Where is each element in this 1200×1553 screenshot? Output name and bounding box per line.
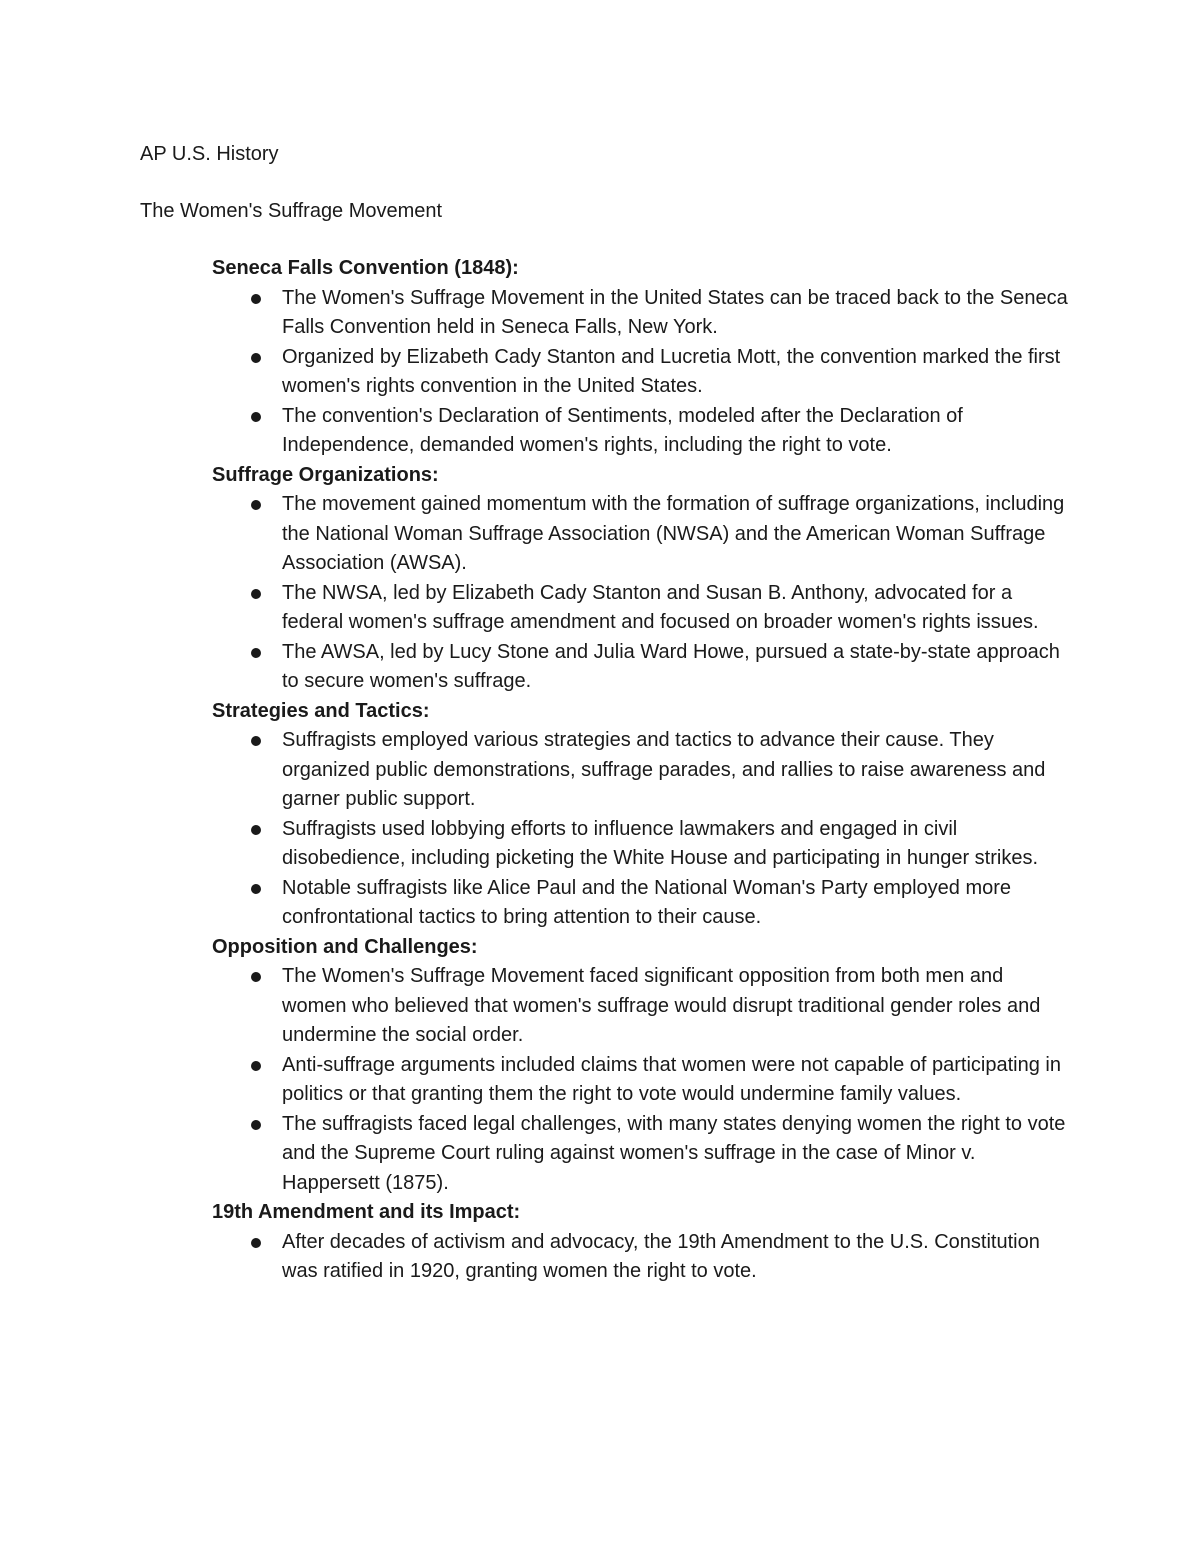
list-item — [282, 343, 1072, 402]
list-item — [282, 579, 1072, 638]
bullet-list — [212, 284, 1072, 461]
bullet-icon — [251, 500, 261, 510]
bullet-list — [212, 1228, 1072, 1287]
bullet-list — [212, 962, 1072, 1198]
bullet-icon — [251, 1061, 261, 1071]
list-item-text: The convention's Declaration of Sentiments, modeled after the Declaration of Independence, demanded women's rights, including the right to vote. — [282, 404, 963, 456]
bullet-icon — [251, 1120, 261, 1130]
list-item-text: The NWSA, led by Elizabeth Cady Stanton and Susan B. Anthony, advocated for a federal women's suffrage amendment and focused on broader women's rights issues. — [282, 581, 1039, 633]
section-heading: Opposition and Challenges: — [212, 935, 478, 958]
list-item — [282, 284, 1072, 343]
list-item-text: The Women's Suffrage Movement in the United States can be traced back to the Seneca Falls Convention held in Seneca Falls, New York. — [282, 286, 1068, 338]
list-item-text: Organized by Elizabeth Cady Stanton and Lucretia Mott, the convention marked the first women's rights convention in the United States. — [282, 345, 1061, 397]
course-title: AP U.S. History — [140, 143, 279, 165]
list-item — [282, 1051, 1072, 1110]
list-item — [282, 402, 1072, 461]
list-item — [282, 962, 1072, 1051]
list-item-text: Suffragists used lobbying efforts to influence lawmakers and engaged in civil disobedience, including picketing the White House and participating in hunger strikes. — [282, 817, 1039, 869]
bullet-icon — [251, 1238, 261, 1248]
list-item — [282, 1110, 1072, 1199]
section-heading: 19th Amendment and its Impact: — [212, 1201, 521, 1223]
bullet-icon — [251, 825, 261, 835]
list-item — [282, 638, 1072, 697]
list-item-text: The movement gained momentum with the formation of suffrage organizations, including the National Woman Suffrage Association (NWSA) and the American Woman Suffrage Association (AWSA). — [282, 493, 1065, 574]
section-strategies-tactics — [212, 697, 1072, 933]
document-title: The Women's Suffrage Movement — [140, 200, 443, 222]
bullet-icon — [251, 736, 261, 746]
list-item-text: Anti-suffrage arguments included claims that women were not capable of participating in politics or that granting them the right to vote would undermine family values. — [282, 1053, 1061, 1105]
bullet-icon — [251, 353, 261, 363]
bullet-list — [212, 490, 1072, 697]
list-item-text: Notable suffragists like Alice Paul and the National Woman's Party employed more confrontational tactics to bring attention to their cause. — [282, 876, 1012, 928]
bullet-icon — [251, 294, 261, 304]
section-suffrage-organizations — [212, 461, 1072, 697]
bullet-icon — [251, 884, 261, 894]
section-seneca-falls — [212, 254, 1072, 461]
section-19th-amendment — [212, 1198, 1072, 1287]
list-item — [282, 726, 1072, 815]
list-item-text: Suffragists employed various strategies and tactics to advance their cause. They organized public demonstrations, suffrage parades, and rallies to raise awareness and garner public support. — [282, 729, 1046, 810]
list-item-text: After decades of activism and advocacy, the 19th Amendment to the U.S. Constitution was ratified in 1920, granting women the right to vote. — [282, 1230, 1040, 1282]
bullet-icon — [251, 412, 261, 422]
list-item-text: The Women's Suffrage Movement faced significant opposition from both men and women who believed that women's suffrage would disrupt traditional gender roles and undermine the social order. — [282, 965, 1041, 1046]
list-item — [282, 874, 1072, 933]
list-item-text: The suffragists faced legal challenges, with many states denying women the right to vote and the Supreme Court ruling against women's suffrage in the case of Minor v. Happersett (1875). — [282, 1112, 1066, 1194]
section-heading: Seneca Falls Convention (1848): — [212, 257, 519, 279]
list-item-text: The AWSA, led by Lucy Stone and Julia Ward Howe, pursued a state-by-state approach to secure women's suffrage. — [282, 640, 1060, 692]
section-heading: Strategies and Tactics: — [212, 699, 430, 722]
section-heading: Suffrage Organizations: — [212, 463, 439, 486]
list-item — [282, 490, 1072, 579]
bullet-icon — [251, 972, 261, 982]
section-opposition-challenges — [212, 933, 1072, 1199]
list-item — [282, 1228, 1072, 1287]
bullet-list — [212, 726, 1072, 933]
list-item — [282, 815, 1072, 874]
bullet-icon — [251, 648, 261, 658]
bullet-icon — [251, 589, 261, 599]
notes-body — [212, 254, 1072, 1287]
